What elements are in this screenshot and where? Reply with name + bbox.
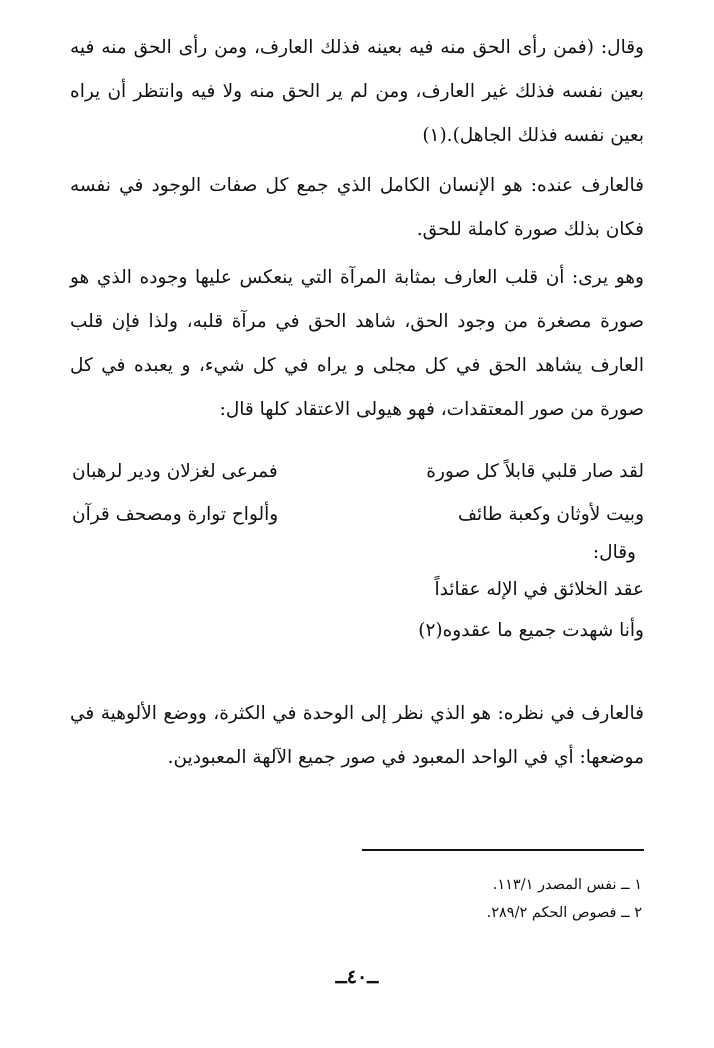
verse-line-3: عقد الخلائق في الإله عقائداً [434,579,644,600]
page-number: ــ٤٠ــ [335,966,379,988]
footnote-1: ١ ــ نفس المصدر ١١٣/١. [492,877,642,893]
verse-line-2-first-hemistich: وبيت لأوثان وكعبة طائف [457,504,644,525]
verse-intro-label: وقال: [592,542,636,563]
footnote-2: ٢ ــ فصوص الحكم ٢٨٩/٢. [486,905,642,921]
paragraph-quote-arif: وقال: (فمن رأى الحق منه فيه بعينه فذلك العارف، ومن رأى الحق منه فيه بعين نفسه فذلك غير العارف، ومن لم ير الحق منه ولا فيه وانتظر أن يراه بعين نفسه فذلك الجاهل).(١) [70,37,644,146]
verse-line-2-second-hemistich: وألواح توارة ومصحف قرآن [72,504,279,525]
footnote-divider [362,849,644,851]
paragraph-heart-mirror: وهو يرى: أن قلب العارف بمثابة المرآة التي ينعكس عليها وجوده الذي هو صورة مصغرة من وجود الحق، شاهد الحق في مرآة قلبه، ولذا فإن قلب العارف يشاهد الحق في كل مجلى و يراه في كل شيء، و يعبده في كل صورة من صور المعتقدات، فهو هيولى الاعتقاد كلها قال: [70,267,644,420]
verse-line-4: وأنا شهدت جميع ما عقدوه(٢) [418,620,644,641]
paragraph-arif-definition: فالعارف عنده: هو الإنسان الكامل الذي جمع كل صفات الوجود في نفسه فكان بذلك صورة كاملة للحق. [70,175,644,240]
verse-line-1-second-hemistich: فمرعى لغزلان ودير لرهبان [72,461,278,482]
verse-line-1-first-hemistich: لقد صار قلبي قابلاً كل صورة [426,461,644,482]
paragraph-unity-in-multiplicity: فالعارف في نظره: هو الذي نظر إلى الوحدة في الكثرة، ووضع الألوهية في موضعها: أي في الواحد المعبود في صور جميع الآلهة المعبودين. [70,703,644,768]
